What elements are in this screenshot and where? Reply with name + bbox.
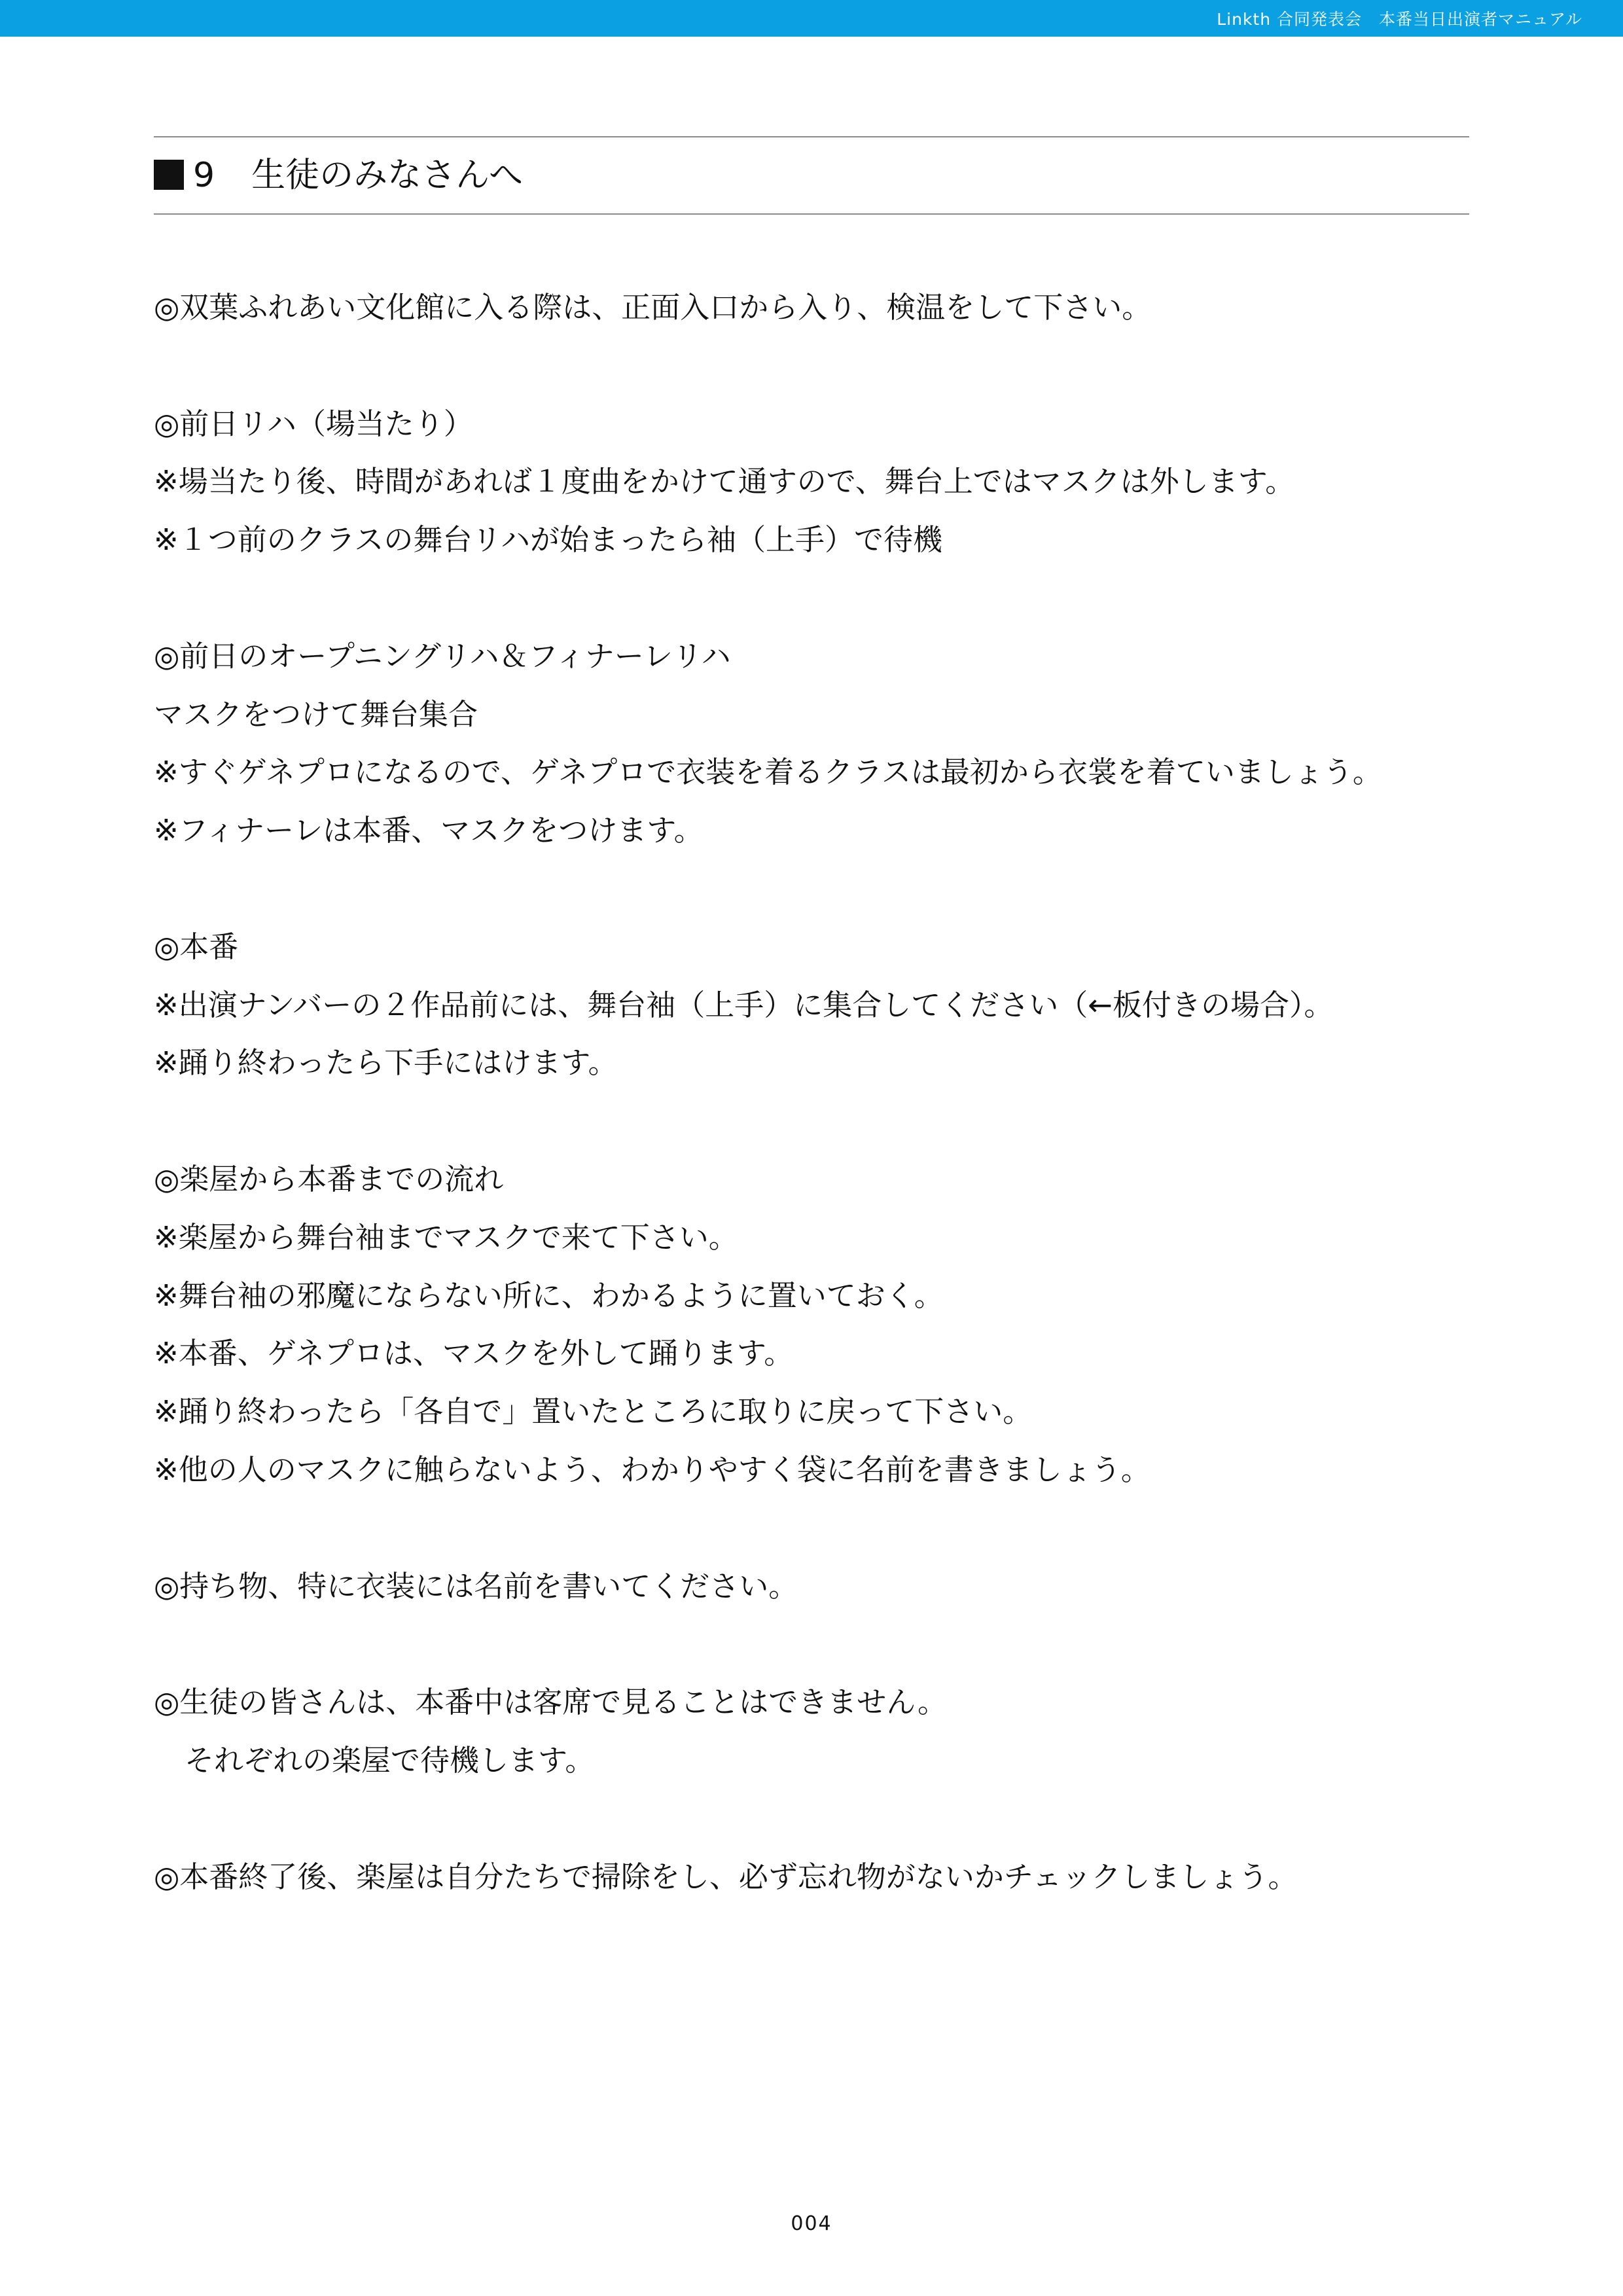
header-bar <box>0 0 1623 37</box>
page-number: 004 <box>791 2212 832 2235</box>
blank-line <box>154 1092 1476 1151</box>
paragraph-line: ※踊り終わったら「各自で」置いたところに取りに戻って下さい。 <box>154 1394 1033 1429</box>
paragraph-line: ※踊り終わったら下手にはけます。 <box>154 1045 618 1081</box>
paragraph-line: マスクをつけて舞台集合 <box>154 696 478 732</box>
paragraph-line: ※１つ前のクラスの舞台リハが始まったら袖（上手）で待機 <box>154 522 943 558</box>
paragraph-line: ◎双葉ふれあい文化館に入る際は、正面入口から入り、検温をして下さい。 <box>154 290 1152 325</box>
paragraph-line: ※フィナーレは本番、マスクをつけます。 <box>154 813 704 848</box>
paragraph-line: ※楽屋から舞台袖までマスクで来て下さい。 <box>154 1219 738 1255</box>
paragraph-line: ◎生徒の皆さんは、本番中は客席で見ることはできません。 <box>154 1685 947 1720</box>
black-square-icon <box>154 160 184 190</box>
section-number: 9 <box>193 156 215 195</box>
blank-line <box>154 860 1476 918</box>
blank-line <box>154 337 1476 395</box>
paragraph-line: ※場当たり後、時間があれば１度曲をかけて通すので、舞台上ではマスクは外します。 <box>154 464 1295 499</box>
paragraph-line: ※出演ナンバーの２作品前には、舞台袖（上手）に集合してください（←板付きの場合）。 <box>154 987 1334 1022</box>
paragraph-line: ◎本番 <box>154 929 239 964</box>
blank-line <box>154 1790 1476 1848</box>
body-text <box>154 279 1476 1906</box>
paragraph-line: ◎前日のオープニングリハ＆フィナーレリハ <box>154 638 731 673</box>
paragraph-line: ※他の人のマスクに触らないよう、わかりやすく袋に名前を書きましょう。 <box>154 1452 1150 1487</box>
section-title: 生徒のみなさんへ <box>251 156 524 195</box>
blank-line <box>154 1499 1476 1558</box>
blank-line <box>154 1615 1476 1674</box>
header-title: Linkth 合同発表会 本番当日出演者マニュアル <box>1217 10 1582 29</box>
section-heading <box>154 136 1469 215</box>
paragraph-line: ※本番、ゲネプロは、マスクを外して踊ります。 <box>154 1336 794 1371</box>
paragraph-line: ※すぐゲネプロになるので、ゲネプロで衣装を着るクラスは最初から衣裳を着ていましょう。 <box>154 755 1382 790</box>
paragraph-line: ※舞台袖の邪魔にならない所に、わかるように置いておく。 <box>154 1278 944 1313</box>
paragraph-line: ◎楽屋から本番までの流れ <box>154 1161 504 1196</box>
paragraph-line: ◎前日リハ（場当たり） <box>154 406 473 441</box>
blank-line <box>154 569 1476 628</box>
paragraph-line: ◎本番終了後、楽屋は自分たちで掃除をし、必ず忘れ物がないかチェックしましょう。 <box>154 1859 1298 1894</box>
paragraph-line-indented: それぞれの楽屋で待機します。 <box>185 1742 595 1778</box>
paragraph-line: ◎持ち物、特に衣装には名前を書いてください。 <box>154 1568 798 1604</box>
